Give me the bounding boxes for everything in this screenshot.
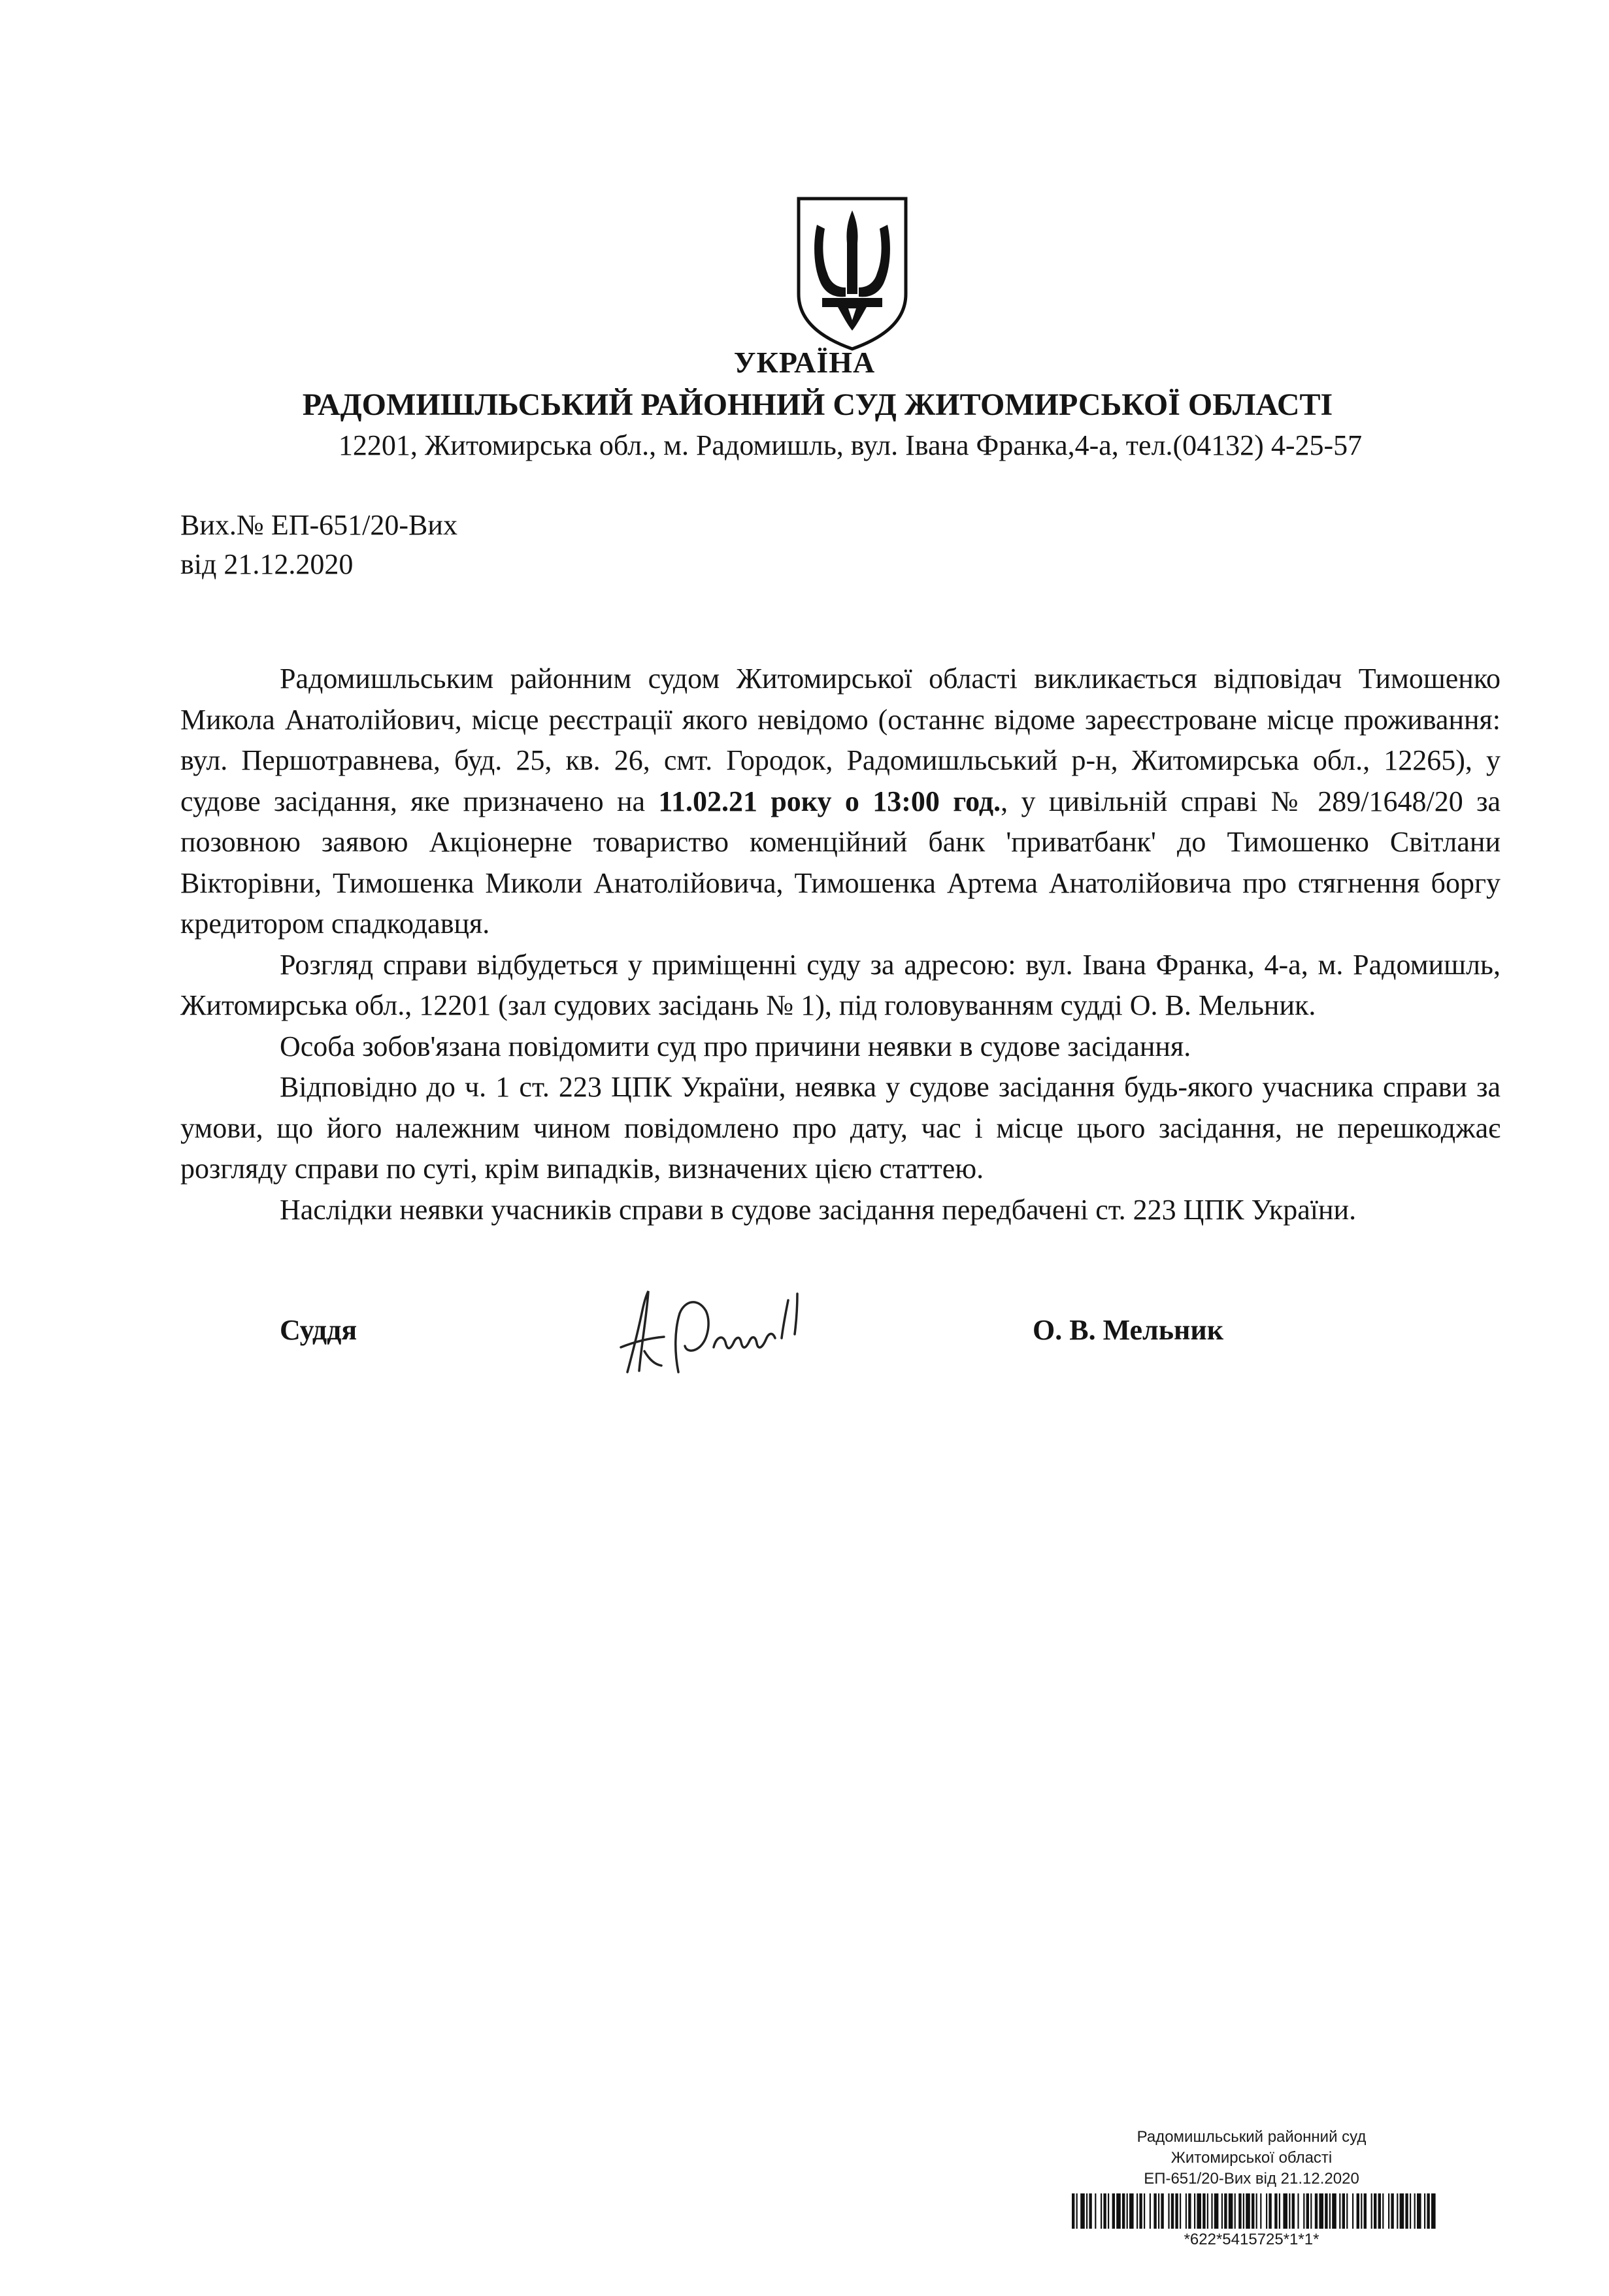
barcode-bar [1158,2193,1159,2229]
barcode-bar [1171,2193,1174,2229]
barcode-bar [1427,2193,1429,2229]
barcode-bar [1168,2193,1169,2229]
country-title: УКРАЇНА [733,346,876,379]
paragraph-summons [180,659,1501,945]
barcode-bar [1144,2193,1145,2229]
barcode-bar [1424,2193,1425,2229]
hearing-datetime: 11.02.21 року о 13:00 год. [658,785,1001,817]
barcode-bar [1303,2193,1304,2229]
barcode-bar [1310,2193,1312,2229]
barcode-bar [1095,2193,1096,2229]
barcode-bar [1378,2193,1381,2229]
barcode-bar [1361,2193,1362,2229]
barcode-bar [1197,2193,1201,2229]
barcode-bar [1224,2193,1227,2229]
barcode-bar [1256,2193,1257,2229]
paragraph-legal-basis: Відповідно до ч. 1 ст. 223 ЦПК України, неявка у судове засідання будь-якого учасника справи за умови, що його належним чином повідомлено про дату, час і місце цього засідання, не перешкоджає розгляду справи по суті, крім випадків, визначених цією статтею. [180,1071,1501,1185]
coat-of-arms-emblem [793,196,911,352]
barcode-bar [1357,2193,1359,2229]
paragraph-summons-part2: , у цивільній справі № 289/1648/20 за позовною заявою Акціонерне товариство коменційний банк 'приватбанк' до Тимошенко Світлани Вікторівни, Тимошенка Миколи Анатолійовича, Тимошенка Артема Анатолійовича про стягнення боргу кредитором спадкодавця. [180,785,1501,940]
barcode-bar [1405,2193,1408,2229]
stamp-region-line: Житомирської області [1170,2149,1333,2167]
stamp-reference-line: ЕП-651/20-Вих від 21.12.2020 [1144,2170,1359,2188]
outgoing-number: Вих.№ ЕП-651/20-Вих [180,509,457,541]
barcode-bar [1246,2193,1250,2229]
barcode [1070,2193,1436,2229]
barcode-bar [1388,2193,1389,2229]
barcode-bar [1283,2193,1287,2229]
barcode-bar [1139,2193,1142,2229]
barcode-bar [1229,2193,1233,2229]
barcode-bar [1371,2193,1372,2229]
barcode-bar [1306,2193,1309,2229]
barcode-bar [1080,2193,1085,2229]
barcode-bar [1397,2193,1398,2229]
barcode-bar [1319,2193,1323,2229]
barcode-bar [1315,2193,1318,2229]
barcode-bar [1221,2193,1223,2229]
barcode-bar [1269,2193,1271,2229]
barcode-bar [1153,2193,1156,2229]
outgoing-date: від 21.12.2020 [180,548,354,580]
barcode-bar [1150,2193,1151,2229]
barcode-bar [1339,2193,1340,2229]
barcode-bar [1203,2193,1205,2229]
barcode-bar [1194,2193,1195,2229]
barcode-bar [1364,2193,1367,2229]
barcode-bar [1076,2193,1078,2229]
barcode-bar [1089,2193,1091,2229]
barcode-bar [1289,2193,1290,2229]
judge-name: О. В. Мельник [1033,1314,1224,1346]
paragraph-obligation: Особа зобов'язана повідомити суд про причини неявки в судове засідання. [280,1030,1191,1062]
barcode-bar [1329,2193,1331,2229]
barcode-bar [1214,2193,1219,2229]
registration-stamp [1065,2127,1438,2189]
barcode-bar [1260,2193,1261,2229]
barcode-bar [1346,2193,1348,2229]
barcode-bar [1279,2193,1280,2229]
paragraph-hearing-location: Розгляд справи відбудеться у приміщенні суду за адресою: вул. Івана Франка, 4-а, м. Радомишль, Житомирська обл., 12201 (зал судових засідань № 1), під головуванням судді О. В. Мельник. [180,948,1501,1021]
barcode-bar [1431,2193,1436,2229]
barcode-bar [1211,2193,1212,2229]
barcode-bar [1122,2193,1125,2229]
barcode-bar [1235,2193,1236,2229]
barcode-bar [1391,2193,1393,2229]
barcode-bar [1297,2193,1299,2229]
barcode-bar [1175,2193,1178,2229]
barcode-bar [1180,2193,1181,2229]
barcode-bar [1332,2193,1336,2229]
barcode-bar [1374,2193,1376,2229]
barcode-bar [1161,2193,1163,2229]
barcode-bar [1127,2193,1128,2229]
signature-title: Суддя [280,1314,357,1346]
barcode-bar [1325,2193,1327,2229]
barcode-bar [1103,2193,1106,2229]
barcode-bar [1108,2193,1109,2229]
court-name: РАДОМИШЛЬСЬКИЙ РАЙОННИЙ СУД ЖИТОМИРСЬКОЇ ОБЛАСТІ [302,387,1333,422]
barcode-number: *622*5415725*1*1* [1184,2231,1319,2248]
barcode-bar [1238,2193,1241,2229]
handwritten-signature [601,1274,850,1385]
barcode-bar [1116,2193,1121,2229]
barcode-bar [1342,2193,1345,2229]
barcode-bar [1101,2193,1102,2229]
barcode-bar [1112,2193,1115,2229]
barcode-bar [1414,2193,1416,2229]
paragraph-summons-part1: Радомишльським районним судом Житомирської області викликається відповідач Тимошенко Микола Анатолійович, місце реєстрації якого невідомо (останнє відоме зареєстроване місце проживання: вул. Першотравнева, буд. 25, кв. 26, смт. Городок, Радомишльський р-н, Житомирська обл., 12265), у судове засідання, яке призначено на [180,663,1501,817]
barcode-bar [1186,2193,1187,2229]
barcode-bar [1207,2193,1208,2229]
barcode-bar [1136,2193,1138,2229]
summons-body [180,659,1501,1230]
barcode-bar [1266,2193,1267,2229]
barcode-bar [1400,2193,1404,2229]
stamp-court-line: Радомишльський районний суд [1136,2128,1367,2146]
barcode-bar [1129,2193,1134,2229]
barcode-bar [1410,2193,1411,2229]
barcode-bar [1352,2193,1353,2229]
barcode-bar [1417,2193,1421,2229]
barcode-bar [1382,2193,1384,2229]
barcode-bar [1188,2193,1191,2229]
barcode-bar [1243,2193,1244,2229]
barcode-bar [1292,2193,1295,2229]
barcode-bar [1086,2193,1087,2229]
paragraph-consequences: Наслідки неявки учасників справи в судове засідання передбачені ст. 223 ЦПК України. [280,1193,1357,1226]
barcode-bar [1072,2193,1074,2229]
court-address: 12201, Житомирська обл., м. Радомишль, вул. Івана Франка,4-а, тел.(04132) 4-25-57 [338,429,1363,461]
barcode-bar [1274,2193,1277,2229]
barcode-bar [1252,2193,1254,2229]
